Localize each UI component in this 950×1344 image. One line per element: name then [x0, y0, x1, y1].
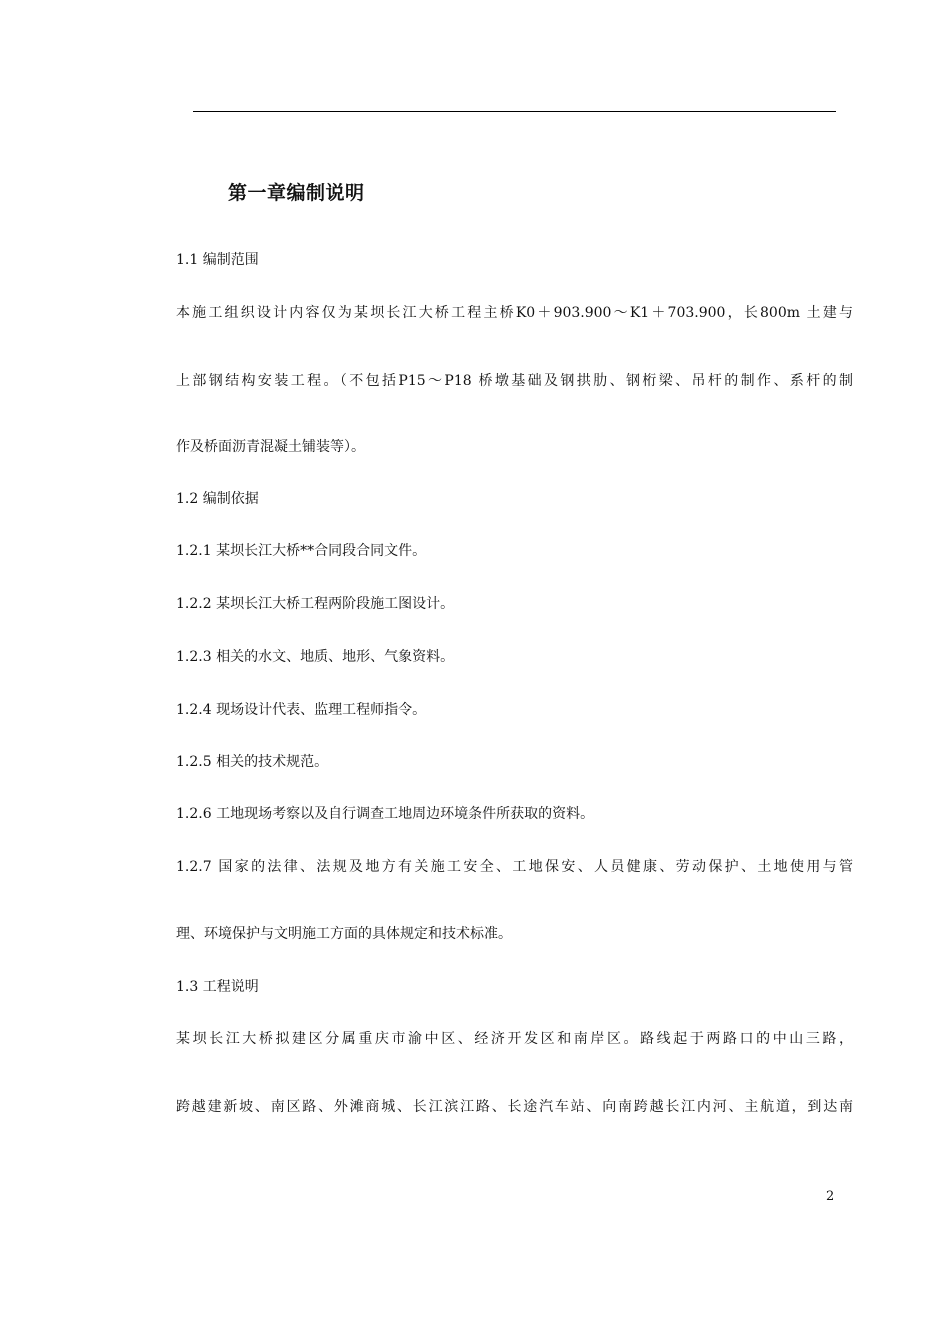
list-item: 1.2.3 相关的水文、地质、地形、气象资料。: [176, 649, 455, 665]
list-item: 1.2.2 某坝长江大桥工程两阶段施工图设计。: [176, 596, 455, 612]
paragraph-line: 上部钢结构安装工程。（不包括P15～P18 桥墩基础及钢拱肋、钢桁梁、吊杆的制作、系杆的制: [176, 373, 853, 389]
list-item-continuation: 理、环境保护与文明施工方面的具体规定和技术标准。: [176, 926, 512, 942]
list-item: 1.2.1 某坝长江大桥**合同段合同文件。: [176, 543, 427, 559]
list-item: 1.2.6 工地现场考察以及自行调查工地周边环境条件所获取的资料。: [176, 806, 595, 822]
list-item: 1.2.7 国家的法律、法规及地方有关施工安全、工地保安、人员健康、劳动保护、土地使用与管: [176, 859, 853, 875]
paragraph-line: 作及桥面沥青混凝土铺装等）。: [176, 439, 365, 455]
header-rule: [193, 111, 836, 112]
paragraph-line: 跨越建新坡、南区路、外滩商城、长江滨江路、长途汽车站、向南跨越长江内河、主航道，到达南: [176, 1099, 853, 1115]
section-heading-1-2: 1.2 编制依据: [176, 491, 259, 507]
page-number: 2: [826, 1189, 835, 1204]
paragraph-line: 某坝长江大桥拟建区分属重庆市渝中区、经济开发区和南岸区。路线起于两路口的中山三路，: [176, 1031, 853, 1047]
list-item: 1.2.4 现场设计代表、监理工程师指令。: [176, 702, 427, 718]
list-item: 1.2.5 相关的技术规范。: [176, 754, 329, 770]
section-heading-1-1: 1.1 编制范围: [176, 252, 259, 268]
paragraph-line: 本施工组织设计内容仅为某坝长江大桥工程主桥K0＋903.900～K1＋703.900，长800m 土建与: [176, 305, 853, 321]
chapter-title: 第一章编制说明: [228, 182, 365, 204]
section-heading-1-3: 1.3 工程说明: [176, 979, 259, 995]
